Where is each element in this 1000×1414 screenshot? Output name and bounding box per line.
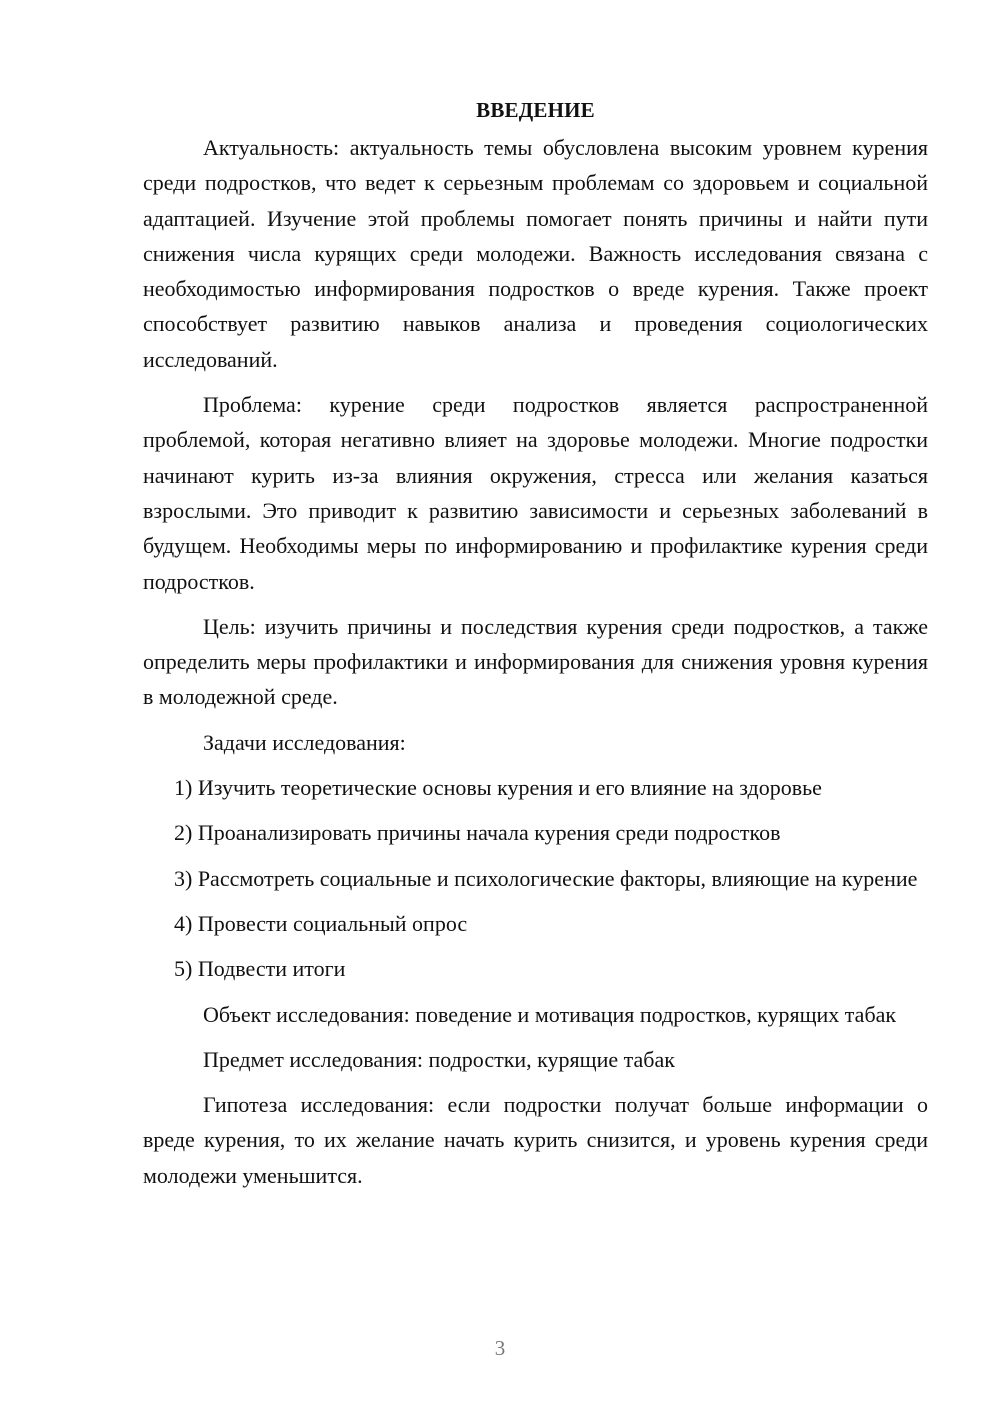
task-item-1: 1) Изучить теоретические основы курения и его влияние на здоровье	[174, 775, 822, 801]
task-item-3: 3) Рассмотреть социальные и психологические факторы, влияющие на курение	[174, 865, 918, 891]
page-number: 3	[494, 1336, 506, 1360]
paragraph-object: Объект исследования: поведение и мотивация подростков, курящих табак	[203, 1001, 897, 1027]
section-title: ВВЕДЕНИЕ	[476, 98, 595, 122]
task-item-4: 4) Провести социальный опрос	[174, 910, 468, 936]
paragraph-hypothesis: Гипотеза исследования: если подростки получат больше информации о вреде курения, то их желание начать курить снизится, и уровень курения среди молодежи уменьшится.	[143, 1092, 928, 1188]
task-item-2: 2) Проанализировать причины начала курения среди подростков	[174, 820, 781, 846]
paragraph-subject: Предмет исследования: подростки, курящие табак	[203, 1046, 675, 1072]
paragraph-relevance: Актуальность: актуальность темы обусловлена высоким уровнем курения среди подростков, что ведет к серьезным проблемам со здоровьем и социальной адаптацией. Изучение этой проблемы помогает понять причины и найти пути снижения числа курящих среди молодежи. Важность исследования связана с необходимостью информирования подростков о вреде курения. Также проект способствует развитию навыков анализа и проведения социологических исследований.	[143, 135, 928, 372]
task-item-5: 5) Подвести итоги	[174, 956, 346, 982]
paragraph-problem: Проблема: курение среди подростков является распространенной проблемой, которая негативно влияет на здоровье молодежи. Многие подростки начинают курить из-за влияния окружения, стресса или желания казаться взрослыми. Это приводит к развитию зависимости и серьезных заболеваний в будущем. Необходимы меры по информированию и профилактике курения среди подростков.	[143, 392, 928, 594]
page-content	[143, 92, 928, 1193]
paragraph-goal: Цель: изучить причины и последствия курения среди подростков, а также определить меры профилактики и информирования для снижения уровня курения в молодежной среде.	[143, 613, 928, 710]
tasks-heading: Задачи исследования:	[203, 729, 406, 755]
